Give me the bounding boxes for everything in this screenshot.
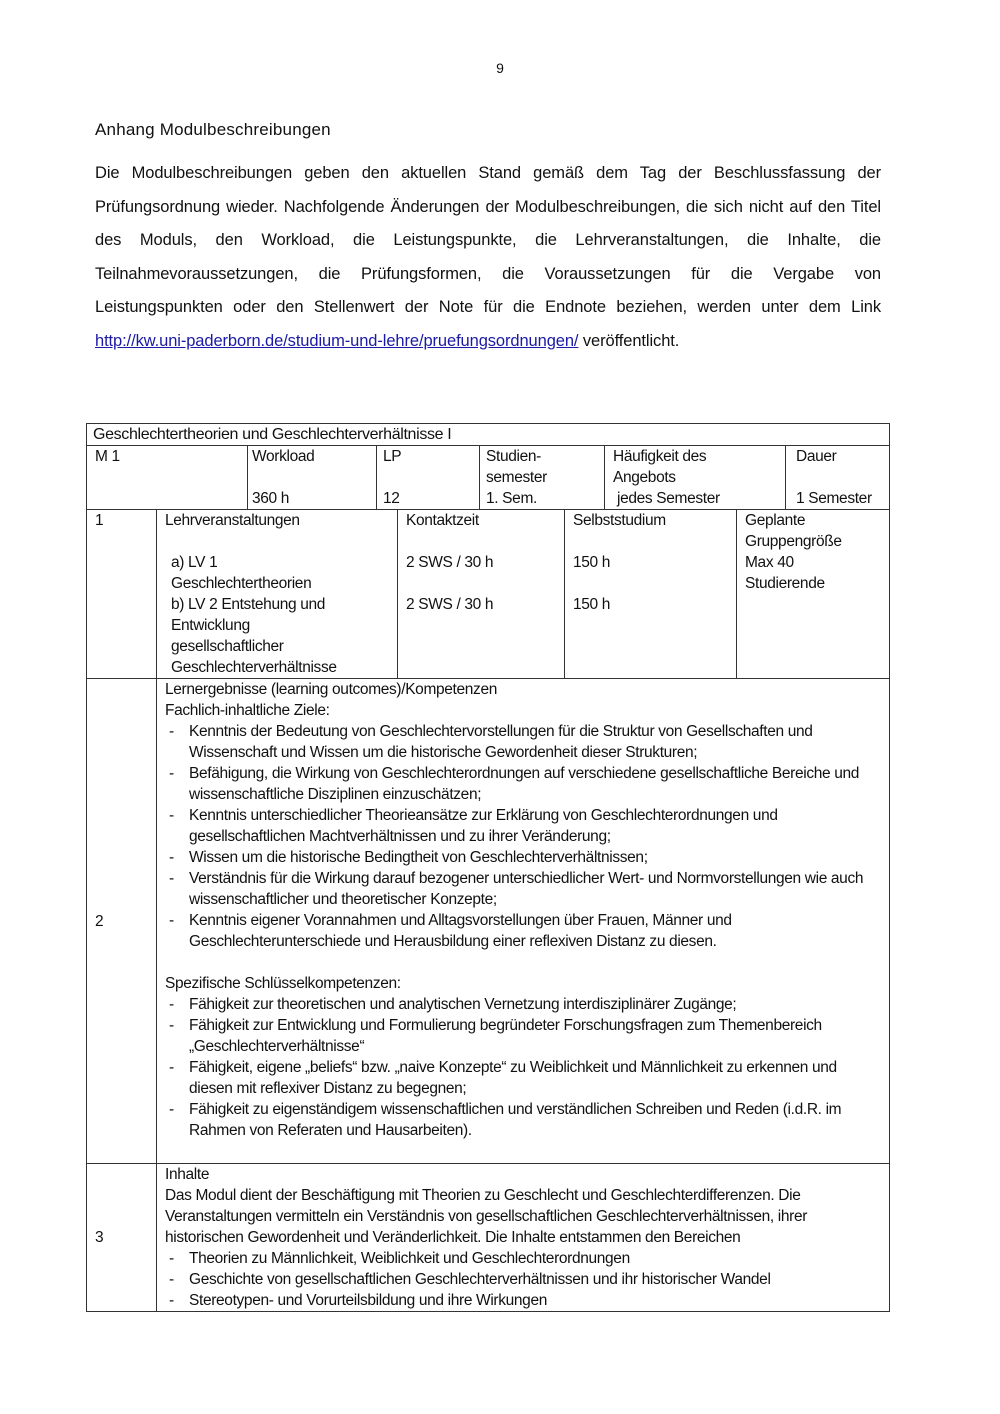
outcome-item: - Kenntnis unterschiedlicher Theorieansätze zur Erklärung von Geschlechterordnungen und gesellschaftlichen Machtverhältnissen und zu ihrer Veränderung; (165, 805, 883, 847)
workload-cell (248, 446, 377, 509)
courses-cell (157, 510, 398, 678)
semester-label-1: Studien- (486, 448, 541, 465)
course-b-title: b) LV 2 Entstehung und (171, 596, 326, 613)
outcomes-subtitle: Fachlich-inhaltliche Ziele: (165, 702, 330, 719)
intro-text-end: veröffentlicht. (582, 331, 680, 350)
contents-list (165, 1248, 883, 1311)
outcome-item: - Wissen um die historische Bedingtheit von Geschlechterverhältnissen; (165, 847, 883, 868)
row-1-content (157, 510, 890, 679)
group-label-2: Gruppengröße (745, 533, 842, 550)
group-label-1: Geplante (745, 512, 806, 529)
course-b-name-3: Geschlechterverhältnisse (171, 659, 337, 676)
regulations-link[interactable]: http://kw.uni-paderborn.de/studium-und-lehre/pruefungsordnungen/ (95, 331, 579, 350)
outcome-item: - Befähigung, die Wirkung von Geschlechterordnungen auf verschiedene gesellschaftliche Bereiche und wissenschaftliche Disziplinen einzuschätzen; (165, 763, 883, 805)
key-competence-item: - Fähigkeit zu eigenständigem wissenschaftlichen und verständlichen Schreiben und Reden (i.d.R. im Rahmen von Referaten und Hausarbeiten). (165, 1099, 883, 1141)
frequency-value: jedes Semester (617, 490, 720, 507)
intro-paragraph (95, 157, 881, 358)
courses-label: Lehrveranstaltungen (165, 512, 300, 529)
contact-label: Kontaktzeit (406, 512, 479, 529)
row-3-content (157, 1164, 890, 1312)
module-header-row (87, 446, 890, 510)
row-2-content (157, 679, 890, 1164)
self-study-a: 150 h (573, 554, 611, 571)
key-competences-list (165, 994, 883, 1141)
contents-item: - Theorien zu Männlichkeit, Weiblichkeit und Geschlechterordnungen (165, 1248, 883, 1269)
module-code-cell (87, 446, 248, 509)
course-b-name-1: Entwicklung (171, 617, 250, 634)
key-competences-title: Spezifische Schlüsselkompetenzen: (165, 975, 401, 992)
module-table (86, 423, 890, 1312)
contents-item: - Stereotypen- und Vorurteilsbildung und ihre Wirkungen (165, 1290, 883, 1311)
lp-cell (377, 446, 480, 509)
key-competence-item: - Fähigkeit zur Entwicklung und Formulierung begründeter Forschungsfragen zum Themenbereich „Geschlechterverhältnisse“ (165, 1015, 883, 1057)
contact-cell (398, 510, 565, 678)
row-2-number: 2 (87, 679, 157, 1164)
workload-label: Workload (252, 448, 315, 465)
semester-value: 1. Sem. (486, 490, 537, 507)
duration-cell (786, 446, 890, 509)
module-title: Geschlechtertheorien und Geschlechterverhältnisse I (87, 424, 890, 446)
self-study-b: 150 h (573, 596, 611, 613)
page-heading: Anhang Modulbeschreibungen (95, 120, 331, 139)
outcome-item: - Kenntnis eigener Vorannahmen und Alltagsvorstellungen über Frauen, Männer und Geschlechterunterschiede und Herausbildung einer reflexiven Distanz zu diesen. (165, 910, 883, 952)
semester-label-2: semester (486, 469, 547, 486)
workload-value: 360 h (252, 490, 290, 507)
outcomes-title: Lernergebnisse (learning outcomes)/Kompetenzen (165, 681, 497, 698)
frequency-cell (605, 446, 786, 509)
course-a-title: a) LV 1 (171, 554, 218, 571)
contents-title: Inhalte (165, 1166, 210, 1183)
contents-item: - Geschichte von gesellschaftlichen Geschlechterverhältnissen und ihr historischer Wandel (165, 1269, 883, 1290)
outcome-item: - Kenntnis der Bedeutung von Geschlechtervorstellungen für die Struktur von Gesellschaften und Wissenschaft und Wissen um die historische Gewordenheit dieser Strukturen; (165, 721, 883, 763)
frequency-label-1: Häufigkeit des (613, 448, 707, 465)
contents-text: Das Modul dient der Beschäftigung mit Theorien zu Geschlecht und Geschlechterdifferenzen. Die Veranstaltungen vermitteln ein Verständnis von gesellschaftlichen Geschlechterverhältnissen, ihrer historischen Gewordenheit und Veränderlichkeit. Die Inhalte entstammen den Bereichen (165, 1187, 808, 1246)
group-value-1: Max 40 (745, 554, 794, 571)
lp-label: LP (383, 448, 402, 465)
group-value-2: Studierende (745, 575, 825, 592)
outcomes-list (165, 721, 883, 952)
group-size-cell (737, 510, 890, 678)
contact-b: 2 SWS / 30 h (406, 596, 494, 613)
semester-cell (480, 446, 605, 509)
course-b-name-2: gesellschaftlicher (171, 638, 284, 655)
self-study-cell (565, 510, 737, 678)
row-1-number: 1 (87, 510, 157, 679)
key-competence-item: - Fähigkeit, eigene „beliefs“ bzw. „naive Konzepte“ zu Weiblichkeit und Männlichkeit zu erkennen und diesen mit reflexiver Distanz zu begegnen; (165, 1057, 883, 1099)
duration-label: Dauer (796, 448, 837, 465)
intro-text: Die Modulbeschreibungen geben den aktuellen Stand gemäß dem Tag der Beschlussfassung der Prüfungsordnung wieder. Nachfolgende Änderungen der Modulbeschreibungen, die sich nicht auf den Titel des Moduls, den Workload, die Leistungspunkte, die Lehrveranstaltungen, die Inhalte, die Teilnahmevoraussetzungen, die Prüfungsformen, die Voraussetzungen für die Vergabe von Leistungspunkten oder den Stellenwert der Note für die Endnote beziehen, werden unter dem Link (95, 164, 881, 316)
lp-value: 12 (383, 490, 400, 507)
row-3-number: 3 (87, 1164, 157, 1312)
outcome-item: - Verständnis für die Wirkung darauf bezogener unterschiedlicher Wert- und Normvorstellungen wie auch wissenschaftlicher und theoretischer Konzepte; (165, 868, 883, 910)
duration-value: 1 Semester (796, 490, 872, 507)
self-study-label: Selbststudium (573, 512, 666, 529)
module-code: M 1 (95, 448, 120, 465)
course-a-name: Geschlechtertheorien (171, 575, 312, 592)
page-number: 9 (496, 60, 504, 76)
frequency-label-2: Angebots (613, 469, 676, 486)
contact-a: 2 SWS / 30 h (406, 554, 494, 571)
key-competence-item: - Fähigkeit zur theoretischen und analytischen Vernetzung interdisziplinärer Zugänge; (165, 994, 883, 1015)
